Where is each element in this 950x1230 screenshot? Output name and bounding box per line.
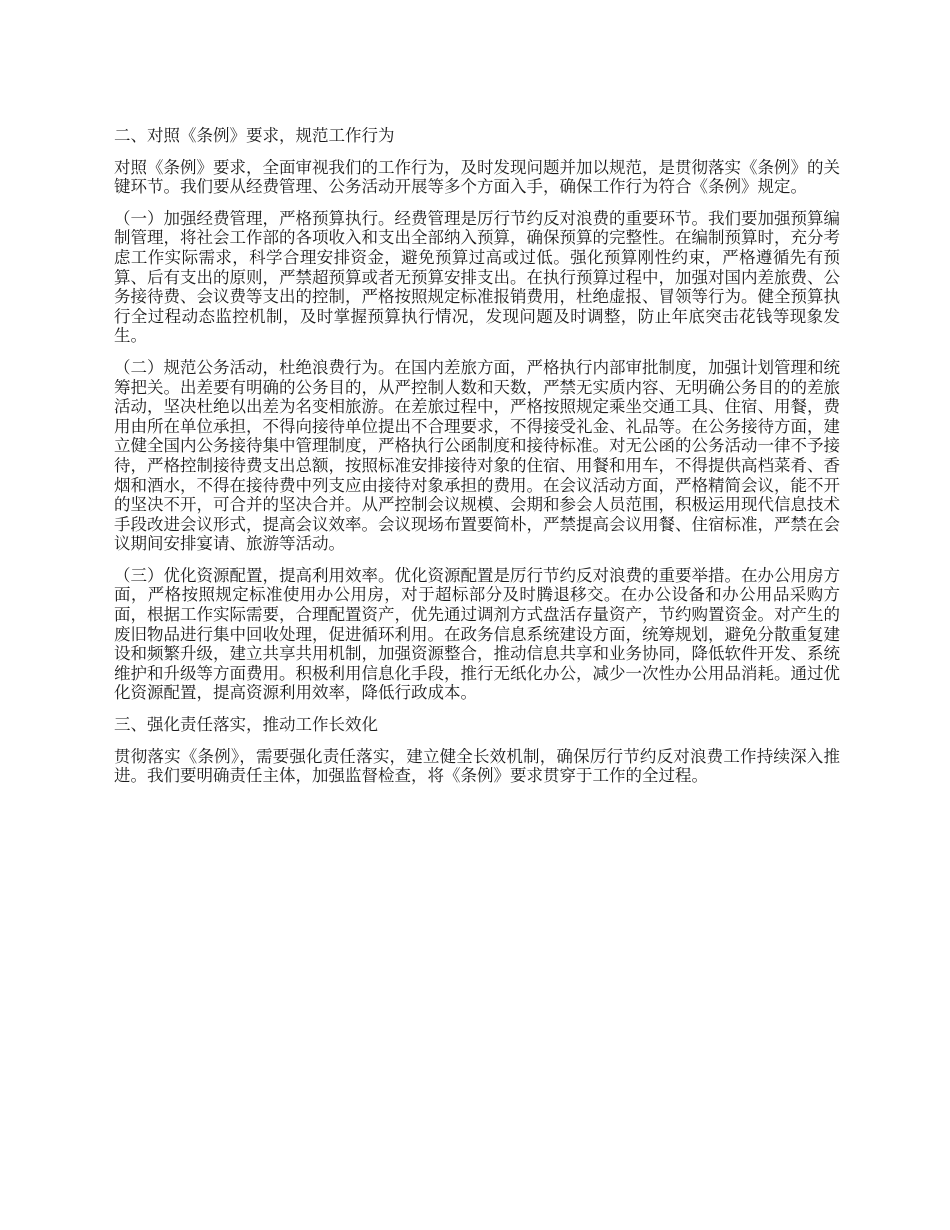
paragraph-responsibility: 贯彻落实《条例》，需要强化责任落实，建立健全长效机制，确保厉行节约反对浪费工作持续深入推进。我们要明确责任主体，加强监督检查，将《条例》要求贯穿于工作的全过程。: [114, 746, 840, 786]
document-body: [114, 126, 840, 798]
paragraph-intro: 对照《条例》要求，全面审视我们的工作行为，及时发现问题并加以规范，是贯彻落实《条例》的关键环节。我们要从经费管理、公务活动开展等多个方面入手，确保工作行为符合《条例》规定。: [114, 157, 840, 197]
paragraph-resource-allocation: （三）优化资源配置，提高利用效率。优化资源配置是厉行节约反对浪费的重要举措。在办公用房方面，严格按照规定标准使用办公用房，对于超标部分及时腾退移交。在办公设备和办公用品采购方面，根据工作实际需要，合理配置资产，优先通过调剂方式盘活存量资产，节约购置资金。对产生的废旧物品进行集中回收处理，促进循环利用。在政务信息系统建设方面，统筹规划，避免分散重复建设和频繁升级，建立共享共用机制，加强资源整合，推动信息共享和业务协同，降低软件开发、系统维护和升级等方面费用。积极利用信息化手段，推行无纸化办公，减少一次性办公用品消耗。通过优化资源配置，提高资源利用效率，降低行政成本。: [114, 565, 840, 703]
section-heading-2: 二、对照《条例》要求，规范工作行为: [114, 126, 395, 145]
section-heading-3: 三、强化责任落实，推动工作长效化: [114, 715, 378, 735]
paragraph-official-activities: （二）规范公务活动，杜绝浪费行为。在国内差旅方面，严格执行内部审批制度，加强计划管理和统筹把关。出差要有明确的公务目的，从严控制人数和天数，严禁无实质内容、无明确公务目的的差旅活动，坚决杜绝以出差为名变相旅游。在差旅过程中，严格按照规定乘坐交通工具、住宿、用餐，费用由所在单位承担，不得向接待单位提出不合理要求，不得接受礼金、礼品等。在公务接待方面，建立健全国内公务接待集中管理制度，严格执行公函制度和接待标准。对无公函的公务活动一律不予接待，严格控制接待费支出总额，按照标准安排接待对象的住宿、用餐和用车，不得提供高档菜肴、香烟和酒水，不得在接待费中列支应由接待对象承担的费用。在会议活动方面，严格精简会议，能不开的坚决不开，可合并的坚决合并。从严控制会议规模、会期和参会人员范围，积极运用现代信息技术手段改进会议形式，提高会议效率。会议现场布置要简朴，严禁提高会议用餐、住宿标准，严禁在会议期间安排宴请、旅游等活动。: [114, 357, 840, 554]
paragraph-funding-management: （一）加强经费管理，严格预算执行。经费管理是厉行节约反对浪费的重要环节。我们要加强预算编制管理，将社会工作部的各项收入和支出全部纳入预算，确保预算的完整性。在编制预算时，充分考虑工作实际需求，科学合理安排资金，避免预算过高或过低。强化预算刚性约束，严格遵循先有预算、后有支出的原则，严禁超预算或者无预算安排支出。在执行预算过程中，加强对国内差旅费、公务接待费、会议费等支出的控制，严格按照规定标准报销费用，杜绝虚报、冒领等行为。健全预算执行全过程动态监控机制，及时掌握预算执行情况，发现问题及时调整，防止年底突击花钱等现象发生。: [114, 208, 840, 346]
